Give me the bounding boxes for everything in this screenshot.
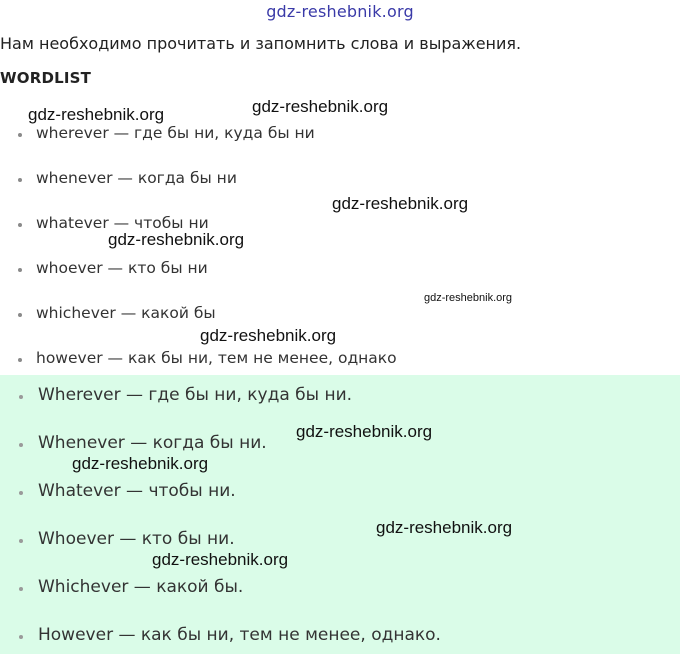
answer-block xyxy=(0,375,680,654)
bullet-icon xyxy=(19,587,23,591)
list-item-text: wherever — где бы ни, куда бы ни xyxy=(36,124,315,142)
watermark: gdz-reshebnik.org xyxy=(28,105,165,124)
answer-item-text: However — как бы ни, тем не менее, однако. xyxy=(38,625,441,645)
wordlist-heading: WORDLIST xyxy=(0,69,92,87)
list-item-text: whichever — какой бы xyxy=(36,304,216,322)
watermark: gdz-reshebnik.org xyxy=(296,422,433,441)
answer-item-text: Wherever — где бы ни, куда бы ни. xyxy=(38,385,353,405)
bullet-icon xyxy=(18,313,22,317)
bullet-icon xyxy=(19,635,23,639)
answer-item-text: Whoever — кто бы ни. xyxy=(38,529,235,549)
bullet-icon xyxy=(19,443,23,447)
watermark: gdz-reshebnik.org xyxy=(152,550,289,569)
answer-item-text: Whenever — когда бы ни. xyxy=(38,433,267,453)
bullet-icon xyxy=(18,133,22,137)
watermark: gdz-reshebnik.org xyxy=(376,518,513,537)
bullet-icon xyxy=(19,491,23,495)
bullet-icon xyxy=(18,223,22,227)
site-header[interactable]: gdz-reshebnik.org xyxy=(266,2,414,21)
answer-item-text: Whichever — какой бы. xyxy=(38,577,244,597)
watermark: gdz-reshebnik.org xyxy=(424,292,513,304)
list-item-text: whatever — чтобы ни xyxy=(36,214,209,232)
watermark: gdz-reshebnik.org xyxy=(200,326,337,345)
intro-text: Нам необходимо прочитать и запомнить слова и выражения. xyxy=(0,34,522,53)
bullet-icon xyxy=(19,395,23,399)
bullet-icon xyxy=(18,268,22,272)
answer-item-text: Whatever — чтобы ни. xyxy=(38,481,236,501)
list-item-text: however — как бы ни, тем не менее, однако xyxy=(36,349,397,367)
bullet-icon xyxy=(18,178,22,182)
list-item-text: whenever — когда бы ни xyxy=(36,169,237,187)
list-item-text: whoever — кто бы ни xyxy=(36,259,208,277)
watermark: gdz-reshebnik.org xyxy=(108,230,245,249)
bullet-icon xyxy=(19,539,23,543)
watermark: gdz-reshebnik.org xyxy=(332,194,469,213)
bullet-icon xyxy=(18,358,22,362)
watermark: gdz-reshebnik.org xyxy=(252,97,389,116)
watermark: gdz-reshebnik.org xyxy=(72,454,209,473)
